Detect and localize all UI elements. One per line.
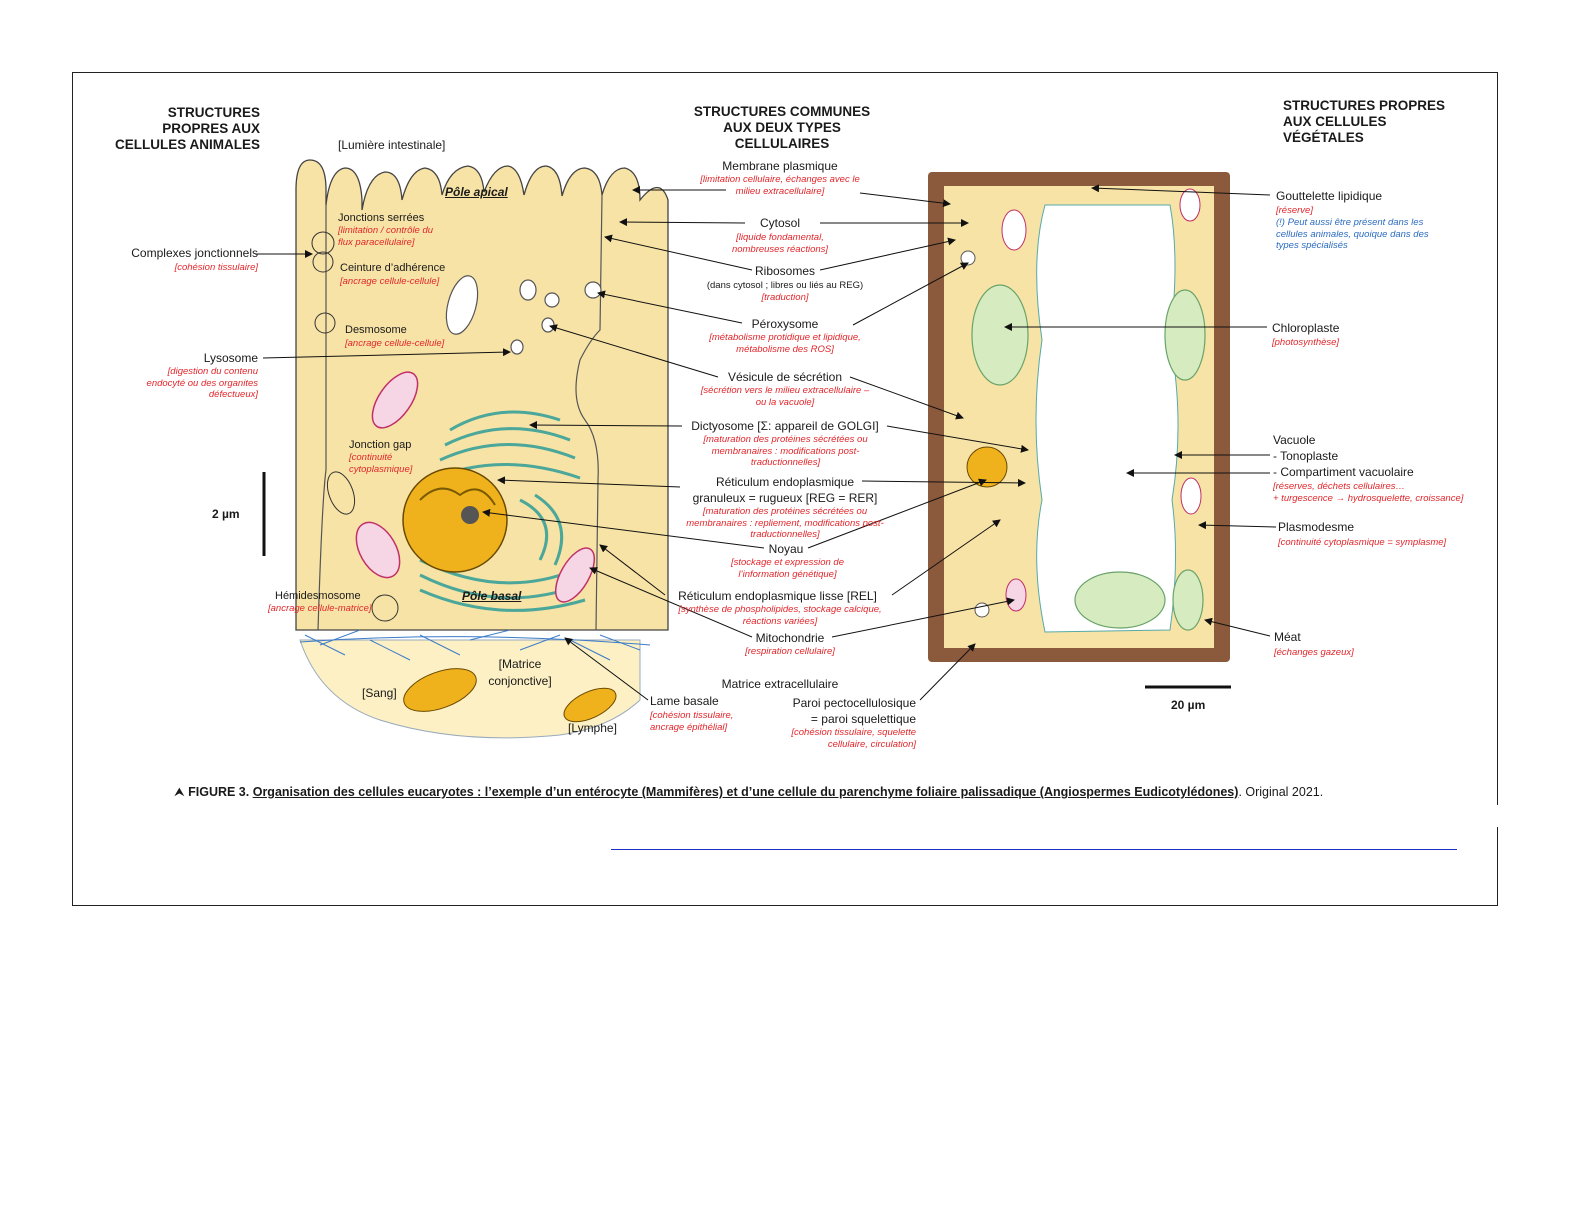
label-chloroplaste: Chloroplaste <box>1272 321 1340 335</box>
blue-separator-line <box>611 849 1457 850</box>
label-paroi-1: Paroi pectocellulosique <box>792 696 916 710</box>
plant-nucleus <box>967 447 1007 487</box>
label-matrice-conj: [Matrice conjonctive] <box>488 657 552 688</box>
note-peroxysome: [métabolisme protidique et lipidique, métabolisme des ROS] <box>709 332 861 355</box>
label-mitochondrie: Mitochondrie <box>755 631 825 645</box>
note-meat: [échanges gazeux] <box>1274 647 1354 658</box>
note-paroi: [cohésion tissulaire, squelette cellulaire, circulation] <box>791 727 916 750</box>
label-tonoplaste: - Tonoplaste <box>1273 449 1339 463</box>
label-sang: [Sang] <box>362 686 397 700</box>
label-reg-2: granuleux = rugueux [REG = RER] <box>692 491 878 505</box>
caption-tail: . Original 2021. <box>1238 785 1324 799</box>
scale-vegetal: 20 µm <box>1171 698 1206 712</box>
label-rel: Réticulum endoplasmique lisse [REL] <box>678 589 877 603</box>
label-pole-apical: Pôle apical <box>445 185 508 199</box>
note-gouttelette: [réserve] <box>1276 205 1313 216</box>
label-ribosomes-sub: (dans cytosol ; libres ou liés au REG) <box>706 280 864 291</box>
note-desmosome: [ancrage cellule-cellule] <box>345 338 445 349</box>
note-membrane: [limitation cellulaire, échanges avec le milieu extracellulaire] <box>700 174 860 197</box>
label-jonction-gap: Jonction gap <box>349 439 412 451</box>
label-meat: Méat <box>1274 630 1301 644</box>
animal-nucleus <box>403 468 507 572</box>
caption-arrow-icon: ⮝ <box>174 785 189 799</box>
note-jonction-gap: [continuité cytoplasmique] <box>349 452 413 475</box>
label-hemidesmosome: Hémidesmosome <box>275 590 361 602</box>
label-dictyosome: Dictyosome [Σ: appareil de GOLGI] <box>691 419 879 433</box>
label-lymphe: [Lymphe] <box>568 721 617 735</box>
note-gouttelette-2: (!) Peut aussi être présent dans les cellules animales, quoique dans des types spécialisés <box>1276 217 1429 251</box>
label-lumiere: [Lumière intestinale] <box>338 138 446 152</box>
note-rel: [synthèse de phospholipides, stockage calcique, réactions variées] <box>678 604 882 627</box>
note-lame-basale: [cohésion tissulaire, ancrage épithélial] <box>650 710 734 733</box>
label-lysosome: Lysosome <box>203 351 258 365</box>
figure-caption <box>174 785 1323 800</box>
note-cytosol: [liquide fondamental, nombreuses réactions] <box>731 232 829 255</box>
note-vacuole-2: + turgescence → hydrosquelette, croissance] <box>1273 493 1464 504</box>
label-complexes: Complexes jonctionnels <box>131 246 258 260</box>
note-noyau: [stockage et expression de l’information génétique] <box>730 557 844 580</box>
label-vesicule: Vésicule de sécrétion <box>727 370 843 384</box>
note-chloroplaste: [photosynthèse] <box>1272 337 1340 348</box>
header-vegetal: STRUCTURES PROPRES AUX CELLULES VÉGÉTALES <box>1283 98 1446 145</box>
label-compartiment: - Compartiment vacuolaire <box>1273 465 1414 479</box>
label-membrane: Membrane plasmique <box>722 159 838 173</box>
label-noyau: Noyau <box>768 542 804 556</box>
note-mitochondrie: [respiration cellulaire] <box>745 646 835 657</box>
label-paroi-2: = paroi squelettique <box>810 712 916 726</box>
note-lysosome: [digestion du contenu endocyté ou des organites défectueux] <box>146 366 258 400</box>
label-peroxysome: Péroxysome <box>751 317 819 331</box>
label-cytosol: Cytosol <box>759 216 800 230</box>
label-plasmodesme: Plasmodesme <box>1278 520 1355 534</box>
label-pole-basal: Pôle basal <box>462 589 522 603</box>
label-ribosomes: Ribosomes <box>754 264 816 278</box>
header-common: STRUCTURES COMMUNES AUX DEUX TYPES CELLULAIRES <box>693 104 871 151</box>
caption-figure-number: FIGURE 3. <box>188 785 250 799</box>
note-vacuole-1: [réserves, déchets cellulaires… <box>1273 481 1405 492</box>
header-animal: STRUCTURES PROPRES AUX CELLULES ANIMALES <box>115 105 260 152</box>
animal-cell <box>264 160 668 738</box>
note-dictyosome: [maturation des protéines sécrétées ou membranaires : modifications post-traductionnelles] <box>703 434 868 468</box>
note-jonctions-serrees: [limitation / contrôle du flux paracellulaire] <box>338 225 434 248</box>
plant-cell <box>928 172 1231 687</box>
label-vacuole: Vacuole <box>1273 433 1316 447</box>
label-jonctions-serrees: Jonctions serrées <box>338 212 425 224</box>
note-vesicule: [sécrétion vers le milieu extracellulaire – ou la vacuole] <box>700 385 870 408</box>
label-matrice-extra: Matrice extracellulaire <box>721 677 839 691</box>
label-lame-basale: Lame basale <box>650 694 719 708</box>
note-complexes: [cohésion tissulaire] <box>174 262 258 273</box>
label-gouttelette: Gouttelette lipidique <box>1276 189 1383 203</box>
note-ceinture: [ancrage cellule-cellule] <box>340 276 440 287</box>
label-reg-1: Réticulum endoplasmique <box>715 475 855 489</box>
scale-animal: 2 µm <box>212 507 240 521</box>
vacuole <box>1036 205 1178 632</box>
note-plasmodesme: [continuité cytoplasmique = symplasme] <box>1278 537 1447 548</box>
label-desmosome: Desmosome <box>345 324 407 336</box>
label-ceinture: Ceinture d’adhérence <box>340 262 446 274</box>
note-ribosomes: [traduction] <box>761 292 809 303</box>
caption-title: Organisation des cellules eucaryotes : l’exemple d’un entérocyte (Mammifères) et d’une cellule du parenchyme foliaire palissadique (Angiospermes Eudicotylédones) <box>252 785 1239 799</box>
note-hemidesmosome: [ancrage cellule-matrice] <box>268 603 372 614</box>
note-reg: [maturation des protéines sécrétées ou membranaires : repliement, modifications post-traductionnelles] <box>686 506 884 540</box>
